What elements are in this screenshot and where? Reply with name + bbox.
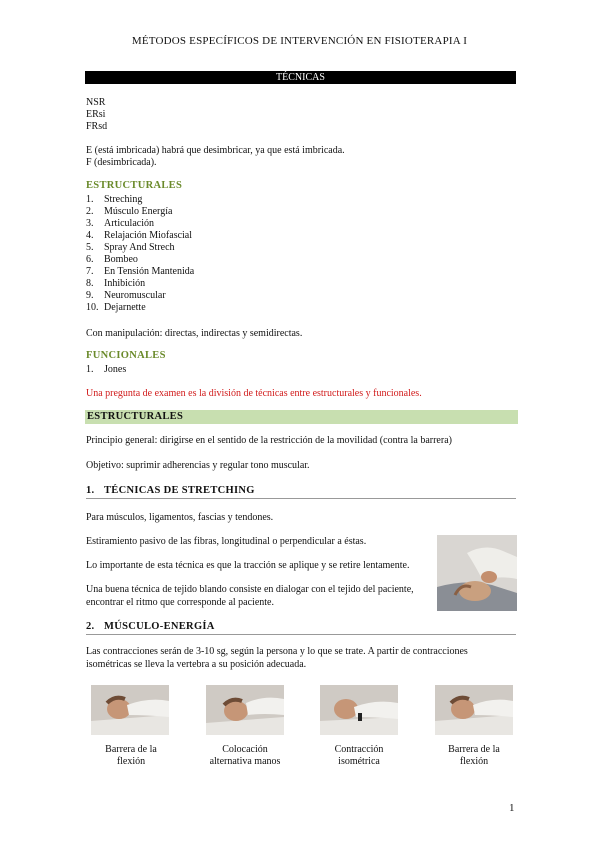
list-item: 1. Jones xyxy=(86,364,127,375)
list-item: 3. Articulación xyxy=(86,218,154,229)
section-heading-musculo-energia: 2. MÚSCULO-ENERGÍA xyxy=(86,621,516,635)
estructurales-band: ESTRUCTURALES xyxy=(85,410,518,424)
code-line: FRsd xyxy=(86,121,108,132)
musculo-photo-4 xyxy=(435,685,513,735)
list-item: 4. Relajación Miofascial xyxy=(86,230,193,241)
list-item: 7. En Tensión Mantenida xyxy=(86,266,195,277)
musculo-p1: Las contracciones serán de 3-10 sg, según la persona y lo que se trate. A partir de contracciones xyxy=(86,646,468,657)
musculo-photo-1 xyxy=(91,685,169,735)
musculo-photo-3 xyxy=(320,685,398,735)
page-header: MÉTODOS ESPECÍFICOS DE INTERVENCIÓN EN FISIOTERAPIA I xyxy=(131,35,468,47)
objetivo-text: Objetivo: suprimir adherencias y regular tono muscular. xyxy=(86,460,310,471)
principio-text: Principio general: dirigirse en el sentido de la restricción de la movilidad (contra la barrera) xyxy=(86,435,452,446)
exam-note: Una pregunta de examen es la división de técnicas entre estructurales y funcionales. xyxy=(86,388,422,399)
funcionales-list xyxy=(86,364,126,376)
musculo-caption-4: Barrera de la flexión xyxy=(448,744,500,767)
stretching-photo xyxy=(437,535,517,611)
list-item: 6. Bombeo xyxy=(86,254,138,265)
list-item: 8. Inhibición xyxy=(86,278,146,289)
musculo-photo-2 xyxy=(206,685,284,735)
list-item: 9. Neuromuscular xyxy=(86,290,166,301)
manipulation-note: Con manipulación: directas, indirectas y semidirectas. xyxy=(86,328,303,339)
stretching-p4: Una buena técnica de tejido blando consiste en dialogar con el tejido del paciente, xyxy=(86,584,414,595)
stretching-p2: Estiramiento pasivo de las fibras, longitudinal o perpendicular a éstas. xyxy=(86,536,367,547)
musculo-caption-2: Colocación alternativa manos xyxy=(209,744,281,767)
note-f: F (desimbricada). xyxy=(86,157,157,168)
stretching-p1: Para músculos, ligamentos, fascias y tendones. xyxy=(86,512,274,523)
code-line: NSR xyxy=(86,97,106,108)
musculo-p1b: isométricas se lleva la vertebra a su posición adecuada. xyxy=(86,659,307,670)
list-item: 1. Streching xyxy=(86,194,143,205)
list-item: 10. Dejarnette xyxy=(86,302,146,313)
section-heading-stretching: 1. TÉCNICAS DE STRETCHING xyxy=(86,485,516,499)
musculo-caption-3: Contracción isométrica xyxy=(334,744,384,767)
musculo-caption-1: Barrera de la flexión xyxy=(105,744,157,767)
list-item: 2. Músculo Energía xyxy=(86,206,173,217)
funcionales-heading: FUNCIONALES xyxy=(86,350,166,361)
stretching-p3: Lo importante de esta técnica es que la tracción se aplique y se retire lentamente. xyxy=(86,560,410,571)
list-item: 5. Spray And Strech xyxy=(86,242,175,253)
page-number: 1 xyxy=(509,802,515,814)
code-line: ERsi xyxy=(86,109,106,120)
stretching-p4b: encontrar el ritmo que corresponde al paciente. xyxy=(86,597,274,608)
note-e: E (está imbricada) habrá que desimbricar, ya que está imbricada. xyxy=(86,145,345,156)
title-bar: TÉCNICAS xyxy=(85,71,516,84)
estructurales-heading: ESTRUCTURALES xyxy=(86,180,183,191)
estructurales-list xyxy=(86,194,194,314)
